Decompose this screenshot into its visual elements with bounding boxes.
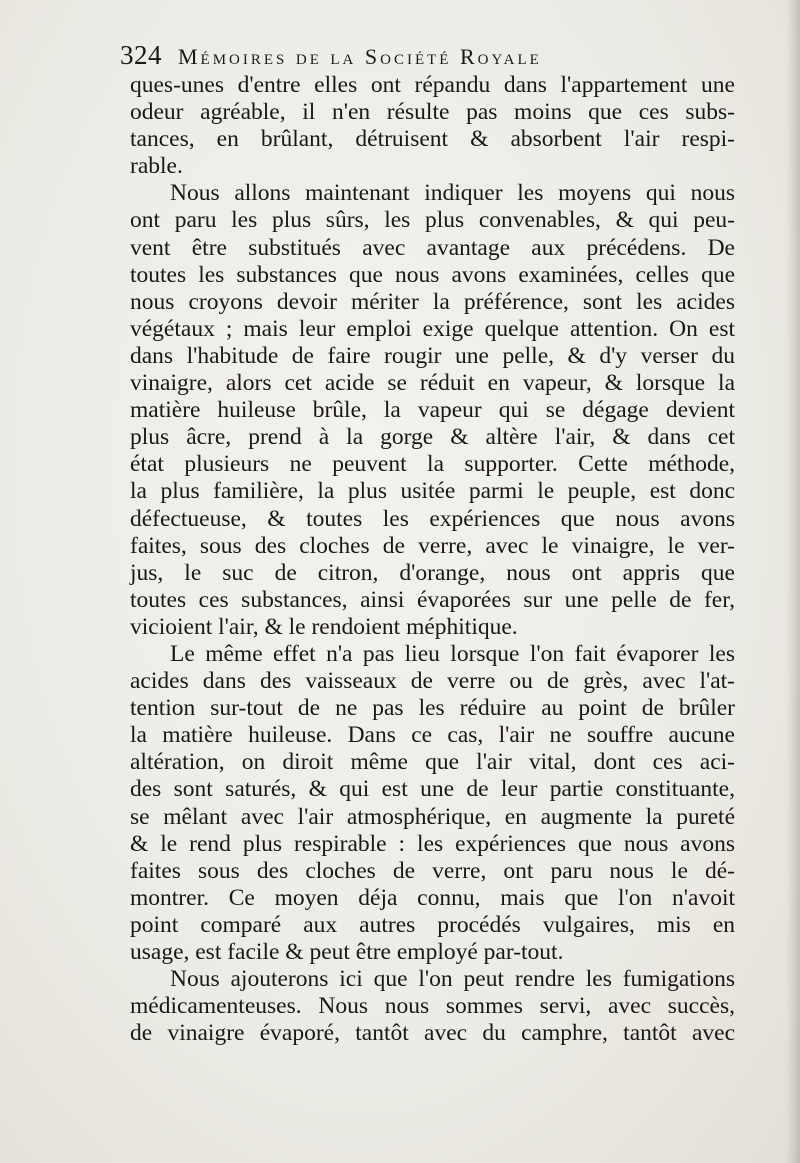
text-line: faites, sous des cloches de verre, avec le vinaigre, le ver- (130, 532, 735, 559)
text-line: Le même effet n'a pas lieu lorsque l'on fait évaporer les (170, 640, 735, 667)
text-line: de vinaigre évaporé, tantôt avec du camphre, tantôt avec (130, 1020, 735, 1047)
text-line: point comparé aux autres procédés vulgaires, mis en (130, 911, 735, 938)
text-line: ques-unes d'entre elles ont répandu dans l'appartement une (130, 72, 735, 98)
text-line: jus, le suc de citron, d'orange, nous ont appris que (130, 559, 735, 586)
text-line: Nous ajouterons ici que l'on peut rendre les fumigations (170, 966, 735, 993)
text-line: la plus familière, la plus usitée parmi le peuple, est donc (130, 478, 735, 505)
body-text (130, 72, 735, 1047)
text-line: toutes les substances que nous avons examinées, celles que (130, 261, 735, 288)
page-number: 324 (120, 40, 162, 70)
text-line: vicioient l'air, & le rendoient méphitique. (130, 613, 518, 640)
text-line: nous croyons devoir mériter la préférence, sont les acides (130, 288, 735, 315)
page-edge-shadow (786, 0, 800, 1163)
text-line: vent être substitués avec avantage aux précédens. De (130, 234, 735, 261)
text-line: altération, on diroit même que l'air vital, dont ces aci- (130, 749, 735, 776)
text-line: se mêlant avec l'air atmosphérique, en augmente la pureté (130, 803, 735, 830)
text-line: état plusieurs ne peuvent la supporter. Cette méthode, (130, 451, 735, 478)
text-line: rable. (130, 153, 183, 180)
text-line: matière huileuse brûle, la vapeur qui se dégage devient (130, 397, 735, 424)
text-line: dans l'habitude de faire rougir une pelle, & d'y verser du (130, 342, 735, 369)
text-line: & le rend plus respirable : les expériences que nous avons (130, 830, 735, 857)
text-line: acides dans des vaisseaux de verre ou de grès, avec l'at- (130, 668, 735, 695)
text-line: faites sous des cloches de verre, ont paru nous le dé- (130, 857, 735, 884)
text-line: vinaigre, alors cet acide se réduit en vapeur, & lorsque la (130, 370, 735, 397)
text-line: toutes ces substances, ainsi évaporées sur une pelle de fer, (130, 586, 735, 613)
text-line: montrer. Ce moyen déja connu, mais que l'on n'avoit (130, 884, 735, 911)
text-line: plus âcre, prend à la gorge & altère l'air, & dans cet (130, 424, 735, 451)
text-line: défectueuse, & toutes les expériences que nous avons (130, 505, 735, 532)
text-line: ont paru les plus sûrs, les plus convenables, & qui peu- (130, 207, 735, 234)
running-head: Mémoires de la Société Royale (178, 44, 542, 69)
text-line: usage, est facile & peut être employé par-tout. (130, 939, 564, 965)
text-line: médicamenteuses. Nous nous sommes servi, avec succès, (130, 993, 735, 1020)
text-line: des sont saturés, & qui est une de leur partie constituante, (130, 776, 735, 803)
text-line: Nous allons maintenant indiquer les moyens qui nous (170, 180, 735, 207)
text-line: odeur agréable, il n'en résulte pas moins que ces subs- (130, 99, 735, 126)
text-line: la matière huileuse. Dans ce cas, l'air ne souffre aucune (130, 722, 735, 749)
text-line: tention sur-tout de ne pas les réduire au point de brûler (130, 695, 735, 722)
text-line: tances, en brûlant, détruisent & absorbent l'air respi- (130, 126, 735, 153)
text-line: végétaux ; mais leur emploi exige quelque attention. On est (130, 315, 735, 342)
